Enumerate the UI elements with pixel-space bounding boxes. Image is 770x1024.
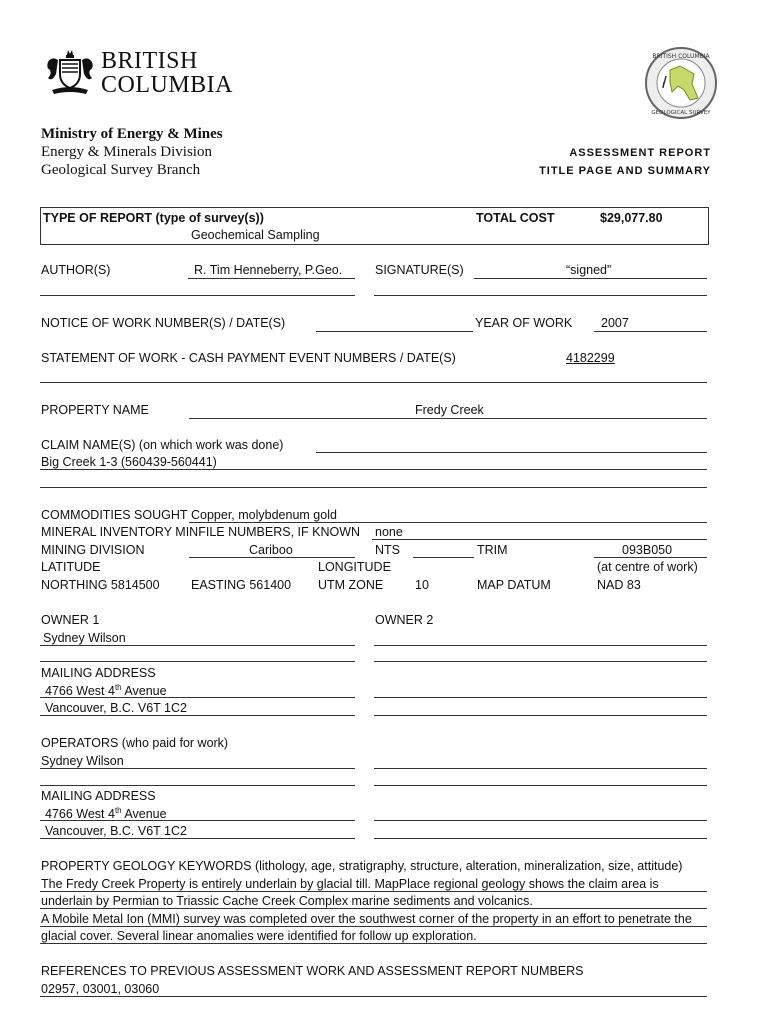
geology-underline-2	[40, 908, 707, 909]
mailing-address-1-sup: th	[114, 683, 122, 692]
statement-of-work-value[interactable]: 4182299	[566, 351, 615, 365]
geology-underline-4	[40, 943, 707, 944]
division-title: Energy & Minerals Division	[41, 144, 212, 160]
operators-underline-2	[40, 785, 355, 786]
owner1-value[interactable]: Sydney Wilson	[43, 631, 126, 645]
year-of-work-label: YEAR OF WORK	[475, 316, 573, 330]
geological-survey-seal-icon	[644, 46, 718, 120]
mining-division-underline	[189, 557, 355, 558]
mailing-address-1-label: MAILING ADDRESS	[41, 666, 156, 680]
centre-of-work-note: (at centre of work)	[597, 560, 698, 574]
owner1-underline-1	[40, 645, 355, 646]
minfile-underline	[372, 539, 707, 540]
commodities-label: COMMODITIES SOUGHT	[41, 508, 188, 522]
nts-underline[interactable]	[413, 557, 474, 558]
latitude-label: LATITUDE	[41, 560, 101, 574]
mailing-address-1-avenue: Avenue	[121, 684, 167, 699]
mailing-address-2-street: 4766 West 4	[45, 807, 115, 822]
statement-of-work-label: STATEMENT OF WORK - CASH PAYMENT EVENT NUMBERS / DATE(S)	[41, 351, 456, 365]
operators-label: OPERATORS (who paid for work)	[41, 736, 229, 750]
mailing-address-2-line2[interactable]: Vancouver, B.C. V6T 1C2	[45, 824, 187, 838]
operators-right-underline-2[interactable]	[374, 785, 707, 786]
mailing-address-2-label: MAILING ADDRESS	[41, 789, 156, 803]
svg-text:GEOLOGICAL SURVEY: GEOLOGICAL SURVEY	[651, 110, 711, 116]
map-datum-value[interactable]: NAD 83	[597, 578, 641, 592]
utm-zone-value[interactable]: 10	[415, 578, 429, 592]
owner1-label: OWNER 1	[41, 613, 100, 627]
svg-text:BRITISH COLUMBIA: BRITISH COLUMBIA	[652, 53, 710, 60]
owner2-underline-1[interactable]	[374, 645, 707, 646]
property-name-value[interactable]: Fredy Creek	[415, 403, 484, 417]
mailing-address-1-line2[interactable]: Vancouver, B.C. V6T 1C2	[45, 701, 187, 715]
operators-underline-1	[40, 768, 355, 769]
authors-underline	[188, 278, 355, 279]
signatures-value[interactable]: “signed”	[566, 263, 612, 277]
mailing-address-2-sup: th	[114, 806, 122, 815]
mailing-address-1-underline-2	[40, 715, 355, 716]
trim-label: TRIM	[477, 543, 508, 557]
references-underline	[40, 996, 707, 997]
easting-value[interactable]: EASTING 561400	[191, 578, 292, 592]
geology-line-2[interactable]: underlain by Permian to Triassic Cache Creek Complex marine sediments and volcanics.	[41, 894, 533, 908]
mining-division-label: MINING DIVISION	[41, 543, 145, 557]
bc-coat-of-arms-icon	[44, 48, 96, 98]
total-cost-value[interactable]: $29,077.80	[600, 211, 663, 225]
year-of-work-underline	[594, 331, 707, 332]
geology-line-1[interactable]: The Fredy Creek Property is entirely underlain by glacial till. MapPlace regional geology shows the claim area is	[41, 877, 659, 891]
mailing-address-2-owner-underline-2[interactable]	[374, 715, 707, 716]
mailing-address-2-underline-2	[40, 838, 355, 839]
geology-line-3[interactable]: A Mobile Metal Ion (MMI) survey was completed over the southwest corner of the property in an effort to penetrate the	[41, 912, 692, 926]
year-of-work-value[interactable]: 2007	[601, 316, 629, 330]
logo-text-british: BRITISH	[101, 48, 198, 74]
notice-of-work-underline[interactable]	[316, 331, 473, 332]
minfile-value[interactable]: none	[375, 525, 403, 539]
type-of-report-label: TYPE OF REPORT (type of survey(s))	[43, 211, 264, 225]
mailing-address-2-right-underline-1[interactable]	[374, 820, 707, 821]
statement-of-work-line	[40, 382, 707, 383]
trim-value[interactable]: 093B050	[622, 543, 673, 557]
operators-right-underline-1[interactable]	[374, 768, 707, 769]
map-datum-label: MAP DATUM	[477, 578, 551, 592]
mailing-address-2-avenue: Avenue	[121, 807, 167, 822]
logo-text-columbia: COLUMBIA	[101, 72, 234, 98]
branch-title: Geological Survey Branch	[41, 162, 201, 178]
mailing-address-1-underline-1	[40, 697, 355, 698]
authors-value[interactable]: R. Tim Henneberry, P.Geo.	[194, 263, 343, 277]
claim-names-value[interactable]: Big Creek 1-3 (560439-560441)	[41, 455, 217, 469]
property-name-label: PROPERTY NAME	[41, 403, 149, 417]
references-label: REFERENCES TO PREVIOUS ASSESSMENT WORK AND ASSESSMENT REPORT NUMBERS	[41, 964, 584, 978]
geology-line-4[interactable]: glacial cover. Several linear anomalies were identified for follow up exploration.	[41, 929, 477, 943]
nts-label: NTS	[375, 543, 400, 557]
owner2-label: OWNER 2	[375, 613, 434, 627]
total-cost-label: TOTAL COST	[476, 211, 555, 225]
type-of-report-value[interactable]: Geochemical Sampling	[191, 228, 320, 242]
signatures-underline	[474, 278, 707, 279]
mailing-address-1-line1[interactable]	[45, 683, 167, 698]
mailing-address-2-underline-1	[40, 820, 355, 821]
geology-keywords-label: PROPERTY GEOLOGY KEYWORDS (lithology, age, stratigraphy, structure, alteration, mineralization, size, attitude)	[41, 859, 683, 873]
report-title-1: ASSESSMENT REPORT	[569, 147, 711, 159]
claim-names-underline-3	[40, 487, 707, 488]
claim-names-underline-2	[40, 469, 707, 470]
signatures-label: SIGNATURE(S)	[375, 263, 464, 277]
mailing-address-2-right-underline-2[interactable]	[374, 838, 707, 839]
geology-underline-3	[40, 926, 707, 927]
notice-of-work-label: NOTICE OF WORK NUMBER(S) / DATE(S)	[41, 316, 286, 330]
geology-underline-1	[40, 891, 707, 892]
authors-label: AUTHOR(S)	[41, 263, 111, 277]
commodities-value[interactable]: Copper, molybdenum gold	[191, 508, 337, 522]
northing-value[interactable]: NORTHING 5814500	[41, 578, 160, 592]
owner1-underline-2	[40, 661, 355, 662]
property-name-underline	[189, 418, 707, 419]
claim-names-underline-1	[316, 452, 707, 453]
mailing-address-2-owner-underline-1[interactable]	[374, 697, 707, 698]
claim-names-label: CLAIM NAME(S) (on which work was done)	[41, 438, 284, 452]
commodities-underline	[189, 522, 707, 523]
trim-underline	[594, 557, 707, 558]
report-title-2: TITLE PAGE AND SUMMARY	[539, 165, 711, 177]
authors-extra-line	[40, 295, 355, 296]
minfile-label: MINERAL INVENTORY MINFILE NUMBERS, IF KNOWN	[41, 525, 361, 539]
mailing-address-2-line1[interactable]	[45, 806, 167, 821]
signatures-extra-line	[374, 295, 707, 296]
mailing-address-1-street: 4766 West 4	[45, 684, 115, 699]
longitude-label: LONGITUDE	[318, 560, 391, 574]
mining-division-value[interactable]: Cariboo	[249, 543, 293, 557]
ministry-title: Ministry of Energy & Mines	[41, 126, 223, 142]
utm-zone-label: UTM ZONE	[318, 578, 384, 592]
owner2-underline-2[interactable]	[374, 661, 707, 662]
operators-value[interactable]: Sydney Wilson	[41, 754, 124, 768]
references-value[interactable]: 02957, 03001, 03060	[41, 982, 160, 996]
